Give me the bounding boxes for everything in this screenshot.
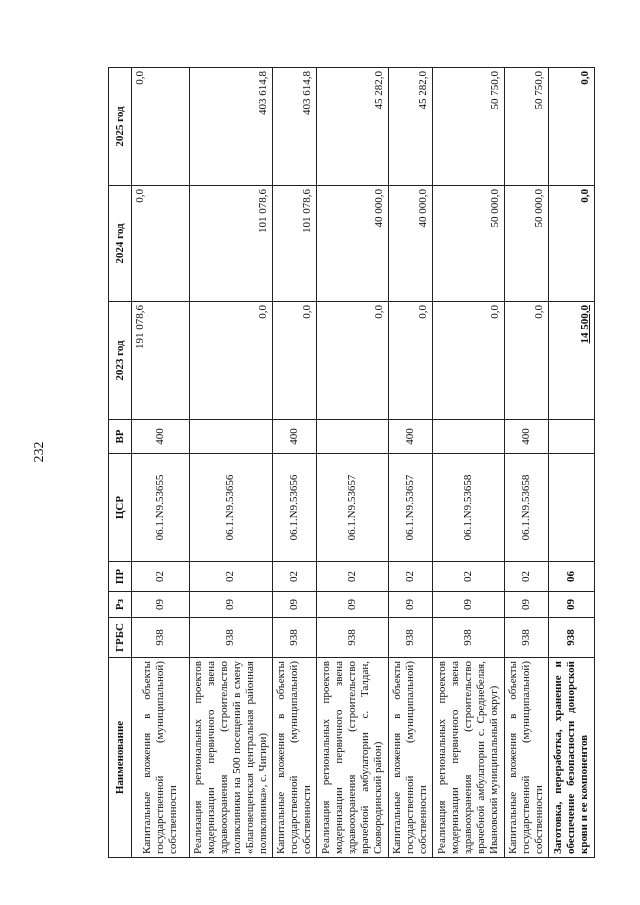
row-vr — [548, 420, 594, 454]
row-grbs: 938 — [316, 618, 388, 658]
row-pr: 02 — [272, 562, 316, 592]
row-rz: 09 — [132, 592, 190, 618]
row-grbs: 938 — [190, 618, 273, 658]
row-rz: 09 — [316, 592, 388, 618]
header-pr: ПР — [109, 562, 132, 592]
row-2025: 403 614,8 — [190, 68, 273, 186]
table-row — [548, 68, 594, 858]
row-2023: 191 078,6 — [132, 302, 190, 420]
row-vr — [432, 420, 504, 454]
row-grbs: 938 — [272, 618, 316, 658]
budget-table — [108, 67, 595, 858]
header-vr: ВР — [109, 420, 132, 454]
header-name: Наименование — [109, 658, 132, 858]
row-2025: 0,0 — [132, 68, 190, 186]
header-2025: 2025 год — [109, 68, 132, 186]
row-grbs: 938 — [132, 618, 190, 658]
row-2024: 50 000,0 — [504, 186, 548, 302]
row-vr — [316, 420, 388, 454]
row-2024: 0,0 — [132, 186, 190, 302]
row-name: Капитальные вложения в объекты государственной (муниципальной) собственности — [132, 658, 190, 858]
rotated-page-content — [108, 68, 591, 858]
row-grbs: 938 — [432, 618, 504, 658]
table-row — [432, 68, 504, 858]
row-vr: 400 — [272, 420, 316, 454]
row-2025: 45 282,0 — [316, 68, 388, 186]
row-2024: 50 000,0 — [432, 186, 504, 302]
row-name: Реализация региональных проектов модернизации первичного звена здравоохранения (строительство врачебной амбулатории с. Среднебелая, Ивановский муниципальный округ) — [432, 658, 504, 858]
row-vr: 400 — [388, 420, 432, 454]
row-rz: 09 — [388, 592, 432, 618]
row-grbs: 938 — [388, 618, 432, 658]
row-name: Реализация региональных проектов модернизации первичного звена здравоохранения (строительство врачебной амбулатории с. Талдан, Сковородинский район) — [316, 658, 388, 858]
table-row — [388, 68, 432, 858]
row-csr: 06.1.N9.53655 — [132, 454, 190, 562]
row-csr: 06.1.N9.53658 — [504, 454, 548, 562]
header-2023: 2023 год — [109, 302, 132, 420]
row-rz: 09 — [548, 592, 594, 618]
row-2024: 101 078,6 — [272, 186, 316, 302]
row-name: Заготовка, переработка, хранение и обеспечение безопасности донорской крови и ее компонентов — [548, 658, 594, 858]
row-2023: 0,0 — [432, 302, 504, 420]
row-2024: 40 000,0 — [316, 186, 388, 302]
row-name: Капитальные вложения в объекты государственной (муниципальной) собственности — [388, 658, 432, 858]
row-csr: 06.1.N9.53656 — [272, 454, 316, 562]
row-2025: 403 614,8 — [272, 68, 316, 186]
table-row — [272, 68, 316, 858]
row-name: Реализация региональных проектов модернизации первичного звена здравоохранения (строительство поликлиники на 500 посещений в смену «Благовещенская центральная районная поликлиника», с. Чигири) — [190, 658, 273, 858]
row-pr: 02 — [190, 562, 273, 592]
page-number: 232 — [32, 441, 47, 463]
row-name: Капитальные вложения в объекты государственной (муниципальной) собственности — [504, 658, 548, 858]
row-2023: 0,0 — [504, 302, 548, 420]
header-csr: ЦСР — [109, 454, 132, 562]
row-name: Капитальные вложения в объекты государственной (муниципальной) собственности — [272, 658, 316, 858]
row-pr: 02 — [432, 562, 504, 592]
row-pr: 02 — [388, 562, 432, 592]
table-row — [504, 68, 548, 858]
row-2025: 0,0 — [548, 68, 594, 186]
header-rz: Рз — [109, 592, 132, 618]
row-pr: 02 — [316, 562, 388, 592]
row-2023: 14 500,0 — [548, 302, 594, 420]
row-2025: 45 282,0 — [388, 68, 432, 186]
row-rz: 09 — [272, 592, 316, 618]
row-csr: 06.1.N9.53657 — [316, 454, 388, 562]
row-rz: 09 — [504, 592, 548, 618]
table-row — [190, 68, 273, 858]
table-row — [316, 68, 388, 858]
row-2023: 0,0 — [388, 302, 432, 420]
row-grbs: 938 — [504, 618, 548, 658]
row-2025: 50 750,0 — [432, 68, 504, 186]
row-csr: 06.1.N9.53658 — [432, 454, 504, 562]
row-grbs: 938 — [548, 618, 594, 658]
row-2025: 50 750,0 — [504, 68, 548, 186]
row-2024: 40 000,0 — [388, 186, 432, 302]
row-pr: 02 — [504, 562, 548, 592]
row-2023: 0,0 — [272, 302, 316, 420]
table-header-row — [109, 68, 132, 858]
row-csr: 06.1.N9.53656 — [190, 454, 273, 562]
row-pr: 02 — [132, 562, 190, 592]
row-2023: 0,0 — [316, 302, 388, 420]
header-grbs: ГРБС — [109, 618, 132, 658]
row-rz: 09 — [432, 592, 504, 618]
row-2023: 0,0 — [190, 302, 273, 420]
row-vr: 400 — [132, 420, 190, 454]
row-rz: 09 — [190, 592, 273, 618]
row-2024: 101 078,6 — [190, 186, 273, 302]
row-csr: 06.1.N9.53657 — [388, 454, 432, 562]
row-2024: 0,0 — [548, 186, 594, 302]
row-pr: 06 — [548, 562, 594, 592]
table-row — [132, 68, 190, 858]
header-2024: 2024 год — [109, 186, 132, 302]
row-csr — [548, 454, 594, 562]
row-vr: 400 — [504, 420, 548, 454]
row-vr — [190, 420, 273, 454]
